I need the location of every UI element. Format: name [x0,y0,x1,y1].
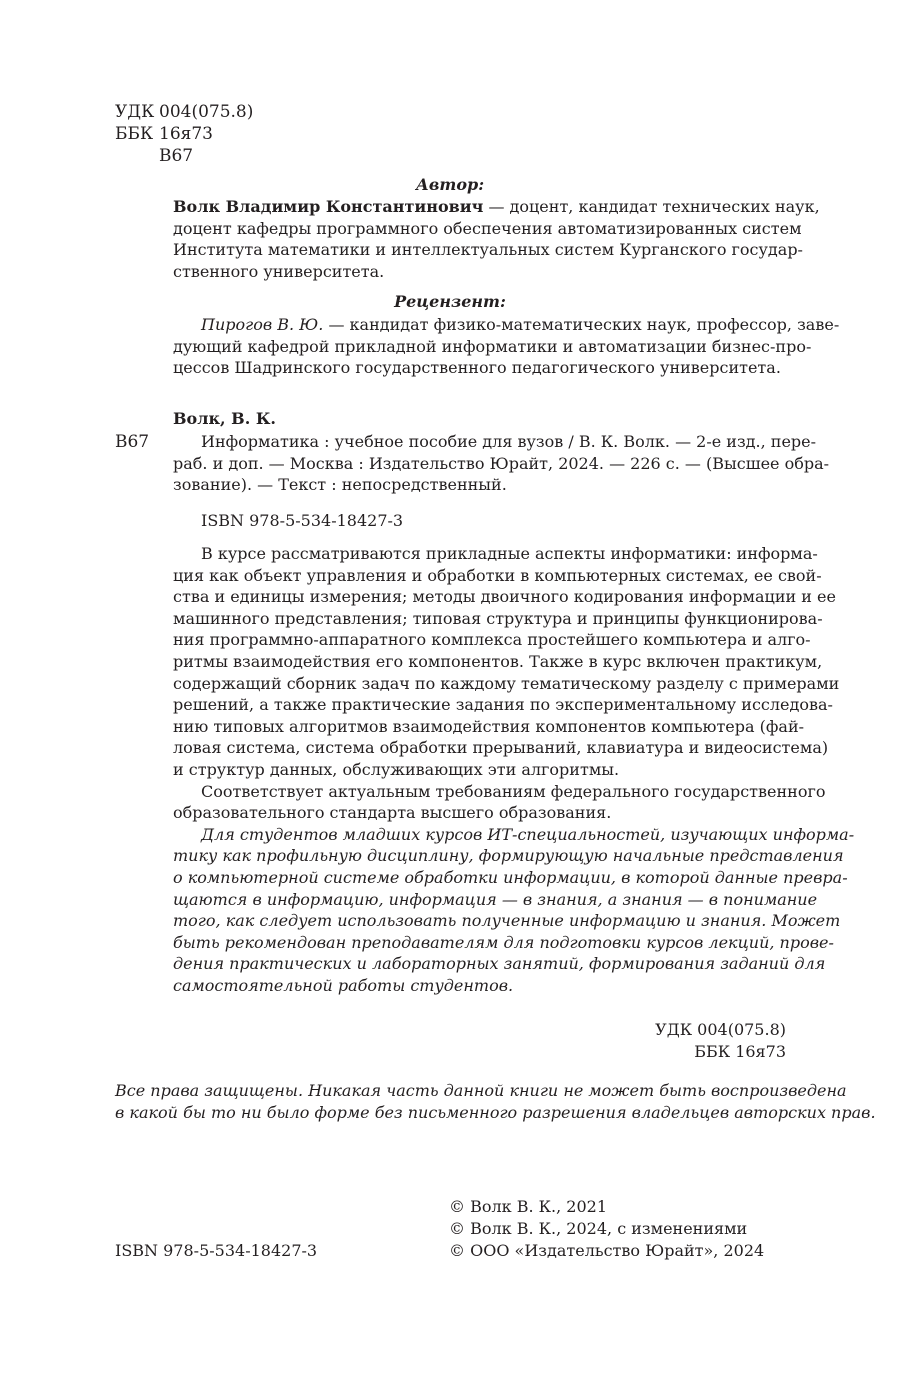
author-line3: Института математики и интеллектуальных систем Курганского государ- [173,240,803,260]
abstract-line: В курсе рассматриваются прикладные аспекты информатики: информа- [201,544,818,563]
audience-line: быть рекомендован преподавателям для подготовки курсов лекций, прове- [173,932,834,952]
bbk-label: ББК [115,124,154,144]
udk-footer: УДК 004(075.8) [655,1020,786,1039]
author-heading: Автор: [415,175,485,194]
audience-line: дения практических и лабораторных занятий, формирования заданий для [173,954,826,974]
bib-line2: раб. и доп. — Москва : Издательство Юрайт, 2024. — 226 с. — (Высшее обра- [173,453,830,473]
reviewer-line2: дующий кафедрой прикладной информатики и автоматизации бизнес-про- [173,336,812,356]
footer-isbn: ISBN 978-5-534-18427-3 [115,1241,318,1260]
rights-notice [115,1080,876,1123]
udk-value: 004(075.8) [159,102,254,122]
bib-author-heading: Волк, В. К. [173,409,276,428]
audience-line: о компьютерной системе обработки информации, в которой данные превра- [173,867,848,887]
audience-line: щаются в информацию, информация — в знания, а знания — в понимание [173,889,818,909]
audience-line: тику как профильную дисциплину, формирующую начальные представления [173,846,844,866]
reviewer-info [173,314,840,379]
rights-line2: в какой бы то ни было форме без письменного разрешения владельцев авторских прав. [115,1102,876,1122]
bbk-value: 16я73 [159,124,213,144]
bib-line1: Информатика : учебное пособие для вузов / В. К. Волк. — 2-е изд., пере- [201,432,817,451]
author-line1: — доцент, кандидат технических наук, [483,197,820,216]
reviewer-heading: Рецензент: [394,292,506,311]
audience-line: самостоятельной работы студентов. [173,975,514,995]
copyright-line: © Волк В. К., 2021 [449,1197,608,1216]
bib-line3: зование). — Текст : непосредственный. [173,475,507,495]
audience-line: Для студентов младших курсов ИТ-специальностей, изучающих информа- [201,824,855,844]
reviewer-line3: цессов Шадринского государственного педагогического университета. [173,358,781,378]
author-name: Волк Владимир Константинович [173,197,484,216]
abstract [173,543,855,996]
bib-description [173,431,830,496]
reviewer-name: Пирогов В. Ю. [201,315,324,334]
abstract-line: решений, а также практические задания по экспериментальному исследова- [173,695,833,715]
rights-line1: Все права защищены. Никакая часть данной книги не может быть воспроизведена [115,1081,847,1100]
copyright-line: © Волк В. К., 2024, с изменениями [449,1219,748,1238]
author-info [173,196,820,282]
abstract-line: машинного представления; типовая структура и принципы функционирова- [173,608,823,628]
standard-line: образовательного стандарта высшего образования. [173,803,612,823]
bib-isbn: ISBN 978-5-534-18427-3 [201,511,404,530]
abstract-line: ловая система, система обработки прерываний, клавиатура и видеосистема) [173,738,829,758]
abstract-line: нию типовых алгоритмов взаимодействия компонентов компьютера (фай- [173,716,805,736]
abstract-line: ритмы взаимодействия его компонентов. Также в курс включен практикум, [173,651,823,671]
reviewer-line1: — кандидат физико-математических наук, профессор, заве- [323,315,840,334]
abstract-line: ния программно-аппаратного комплекса простейшего компьютера и алго- [173,630,811,650]
abstract-line: и структур данных, обслуживающих эти алгоритмы. [173,759,620,779]
author-line2: доцент кафедры программного обеспечения автоматизированных систем [173,218,802,238]
bbk-footer: ББК 16я73 [694,1042,786,1061]
standard-line: Соответствует актуальным требованиям федерального государственного [201,781,826,801]
udk-label: УДК [115,102,155,122]
bib-code: В67 [115,432,150,452]
abstract-line: содержащий сборник задач по каждому тематическому разделу с примерами [173,673,840,693]
abstract-line: ства и единицы измерения; методы двоичного кодирования информации и ее [173,587,836,607]
author-code: В67 [159,146,194,166]
abstract-line: ция как объект управления и обработки в компьютерных системах, ее свой- [173,565,822,585]
copyright-line: © ООО «Издательство Юрайт», 2024 [449,1241,765,1260]
author-line4: ственного университета. [173,261,385,281]
audience-line: того, как следует использовать полученные информацию и знания. Может [173,911,841,931]
